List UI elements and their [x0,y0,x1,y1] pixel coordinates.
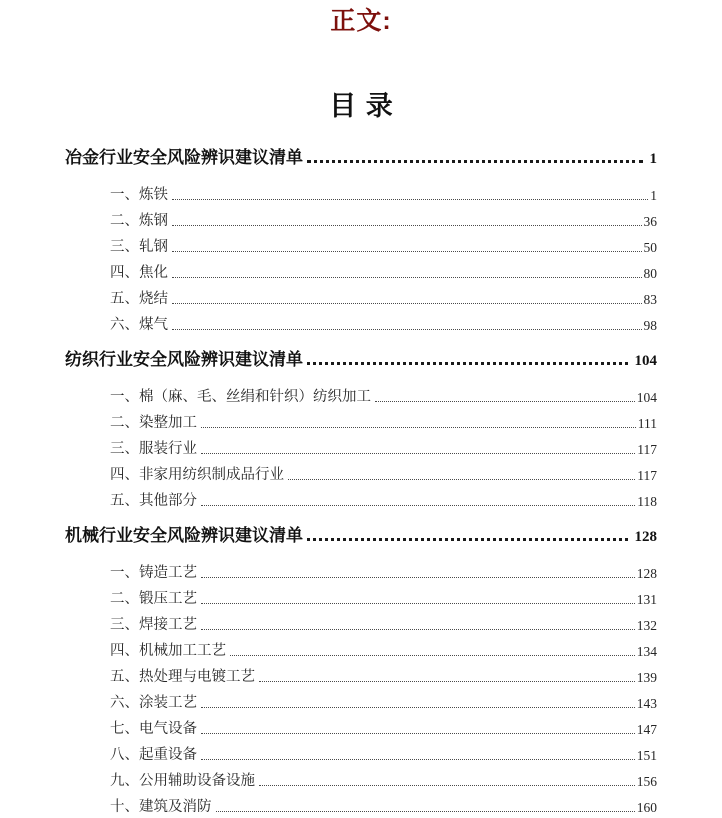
toc-entry-label: 二、炼钢 [110,213,168,229]
dot-leader [172,277,642,278]
toc-section [65,140,657,334]
toc-entry-page-number: 83 [643,292,657,307]
dot-leader [172,329,642,330]
toc-entry-page-number: 132 [636,618,657,633]
toc-entry-page-number: 1 [650,188,657,203]
toc-entry-page-number: 128 [634,529,657,545]
toc-entry-page-number: 117 [637,442,657,457]
toc-entry-page-number: 131 [636,592,657,607]
toc-entry-page-number: 151 [636,748,657,763]
toc-entry-label: 十、建筑及消防 [110,799,212,815]
toc-entry-page-number: 98 [643,318,657,333]
toc-entry-page-number: 134 [636,644,657,659]
toc-section [65,342,657,510]
toc-entry[interactable] [65,230,657,256]
dot-leader [201,759,635,760]
toc-entry-label: 五、其他部分 [110,493,197,509]
table-of-contents [65,140,657,816]
dot-leader [307,538,628,541]
toc-entry-page-number: 117 [637,468,657,483]
toc-title: 目录 [329,91,403,121]
toc-entry-page-number: 118 [637,494,657,509]
toc-entry[interactable] [65,660,657,686]
toc-section-heading[interactable] [65,518,657,546]
dot-leader [172,303,642,304]
dot-leader [201,505,635,506]
toc-entry-page-number: 111 [637,416,657,431]
toc-entry[interactable] [65,556,657,582]
toc-entry-label: 七、电气设备 [110,721,197,737]
dot-leader [172,199,648,200]
toc-entry[interactable] [65,582,657,608]
toc-entry-label: 二、锻压工艺 [110,591,197,607]
toc-entry-label: 五、烧结 [110,291,168,307]
dot-leader [230,655,635,656]
toc-section-heading[interactable] [65,140,657,168]
toc-entry-label: 三、焊接工艺 [110,617,197,633]
dot-leader [172,251,642,252]
toc-entry-label: 二、染整加工 [110,415,197,431]
dot-leader [259,681,635,682]
toc-entry-page-number: 104 [634,353,657,369]
toc-entry-label: 一、棉（麻、毛、丝绢和针织）纺织加工 [110,389,371,405]
toc-entry[interactable] [65,178,657,204]
dot-leader [216,811,635,812]
toc-entry-page-number: 139 [636,670,657,685]
dot-leader [172,225,642,226]
toc-entry[interactable] [65,432,657,458]
toc-entry-label: 一、炼铁 [110,187,168,203]
dot-leader [288,479,635,480]
toc-entry[interactable] [65,380,657,406]
toc-entry[interactable] [65,608,657,634]
toc-entry-page-number: 50 [643,240,657,255]
dot-leader [307,362,628,365]
toc-entry[interactable] [65,282,657,308]
dot-leader [201,427,636,428]
dot-leader [201,453,635,454]
toc-entry[interactable] [65,686,657,712]
toc-entry[interactable] [65,458,657,484]
toc-entry[interactable] [65,712,657,738]
dot-leader [259,785,635,786]
toc-entry-label: 六、煤气 [110,317,168,333]
toc-entry[interactable] [65,204,657,230]
toc-entry-label: 四、机械加工工艺 [110,643,226,659]
dot-leader [201,629,635,630]
toc-entry-page-number: 143 [636,696,657,711]
dot-leader [307,160,643,163]
toc-entry-page-number: 147 [636,722,657,737]
toc-entry-page-number: 160 [636,800,657,815]
toc-entry[interactable] [65,406,657,432]
toc-entry-label: 六、涂装工艺 [110,695,197,711]
toc-entry-label: 三、服装行业 [110,441,197,457]
toc-entry-page-number: 104 [636,390,657,405]
toc-entry-label: 冶金行业安全风险辨识建议清单 [65,148,303,167]
toc-entry-label: 三、轧钢 [110,239,168,255]
dot-leader [201,733,635,734]
toc-entry-label: 机械行业安全风险辨识建议清单 [65,526,303,545]
toc-entry-page-number: 156 [636,774,657,789]
toc-entry-page-number: 128 [636,566,657,581]
toc-section [65,518,657,816]
toc-entry-label: 五、热处理与电镀工艺 [110,669,255,685]
toc-entry[interactable] [65,634,657,660]
toc-entry[interactable] [65,738,657,764]
toc-entry[interactable] [65,790,657,816]
toc-entry-label: 九、公用辅助设备设施 [110,773,255,789]
dot-leader [201,577,635,578]
toc-entry-label: 纺织行业安全风险辨识建议清单 [65,350,303,369]
toc-entry-page-number: 36 [643,214,657,229]
toc-entry-label: 八、起重设备 [110,747,197,763]
toc-section-heading[interactable] [65,342,657,370]
toc-entry-page-number: 1 [649,151,657,167]
body-text-label: 正文: [330,7,392,35]
toc-entry[interactable] [65,308,657,334]
toc-entry[interactable] [65,764,657,790]
dot-leader [201,603,635,604]
toc-entry-label: 一、铸造工艺 [110,565,197,581]
toc-entry[interactable] [65,484,657,510]
toc-entry-label: 四、非家用纺织制成品行业 [110,467,284,483]
dot-leader [375,401,635,402]
toc-entry-label: 四、焦化 [110,265,168,281]
toc-entry[interactable] [65,256,657,282]
toc-entry-page-number: 80 [643,266,657,281]
dot-leader [201,707,635,708]
